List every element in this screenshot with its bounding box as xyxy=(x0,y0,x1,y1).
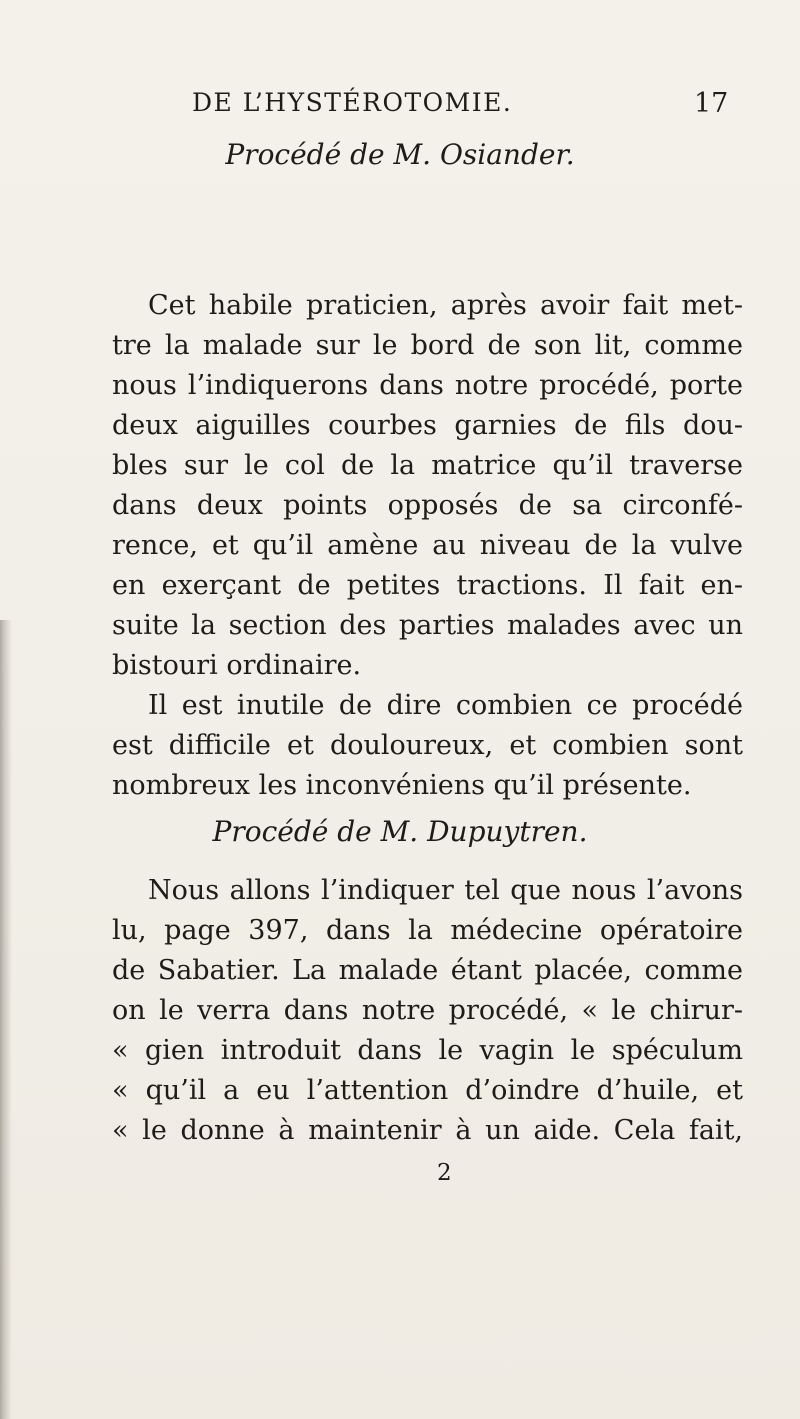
text-line: Il est inutile de dire combien ce procédé xyxy=(148,690,743,721)
text-line: en exerçant de petites tractions. Il fait en- xyxy=(112,570,743,601)
text-line: est difficile et douloureux, et combien sont xyxy=(112,730,743,761)
section-title-osiander: Procédé de M. Osiander. xyxy=(225,138,575,171)
text-line: rence, et qu’il amène au niveau de la vulve xyxy=(112,530,743,561)
text-line: dans deux points opposés de sa circonfé- xyxy=(112,490,743,521)
text-line: bles sur le col de la matrice qu’il traverse xyxy=(112,450,743,481)
text-line: nombreux les inconvéniens qu’il présente. xyxy=(112,770,692,801)
text-line: nous l’indiquerons dans notre procédé, porte xyxy=(112,370,743,401)
text-line: « gien introduit dans le vagin le spéculum xyxy=(112,1035,743,1066)
text-line: on le verra dans notre procédé, « le chirur- xyxy=(112,995,743,1026)
text-line: deux aiguilles courbes garnies de fils dou- xyxy=(112,410,743,441)
text-line: « qu’il a eu l’attention d’oindre d’huile, et xyxy=(112,1075,743,1106)
text-line: suite la section des parties malades avec un xyxy=(112,610,743,641)
text-line: « le donne à maintenir à un aide. Cela fait, xyxy=(112,1115,743,1146)
text-line: Nous allons l’indiquer tel que nous l’avons xyxy=(148,875,743,906)
page-header xyxy=(0,88,800,128)
running-head: DE L’HYSTÉROTOMIE. xyxy=(192,88,513,117)
text-line: tre la malade sur le bord de son lit, comme xyxy=(112,330,743,361)
signature-mark: 2 xyxy=(437,1160,452,1186)
text-line: de Sabatier. La malade étant placée, comme xyxy=(112,955,743,986)
binding-shadow xyxy=(0,620,12,1419)
page-number: 17 xyxy=(694,88,729,119)
text-line: lu, page 397, dans la médecine opératoire xyxy=(112,915,743,946)
text-line: bistouri ordinaire. xyxy=(112,650,362,681)
text-line: Cet habile praticien, après avoir fait met- xyxy=(148,290,743,321)
section-title-dupuytren: Procédé de M. Dupuytren. xyxy=(212,815,588,848)
